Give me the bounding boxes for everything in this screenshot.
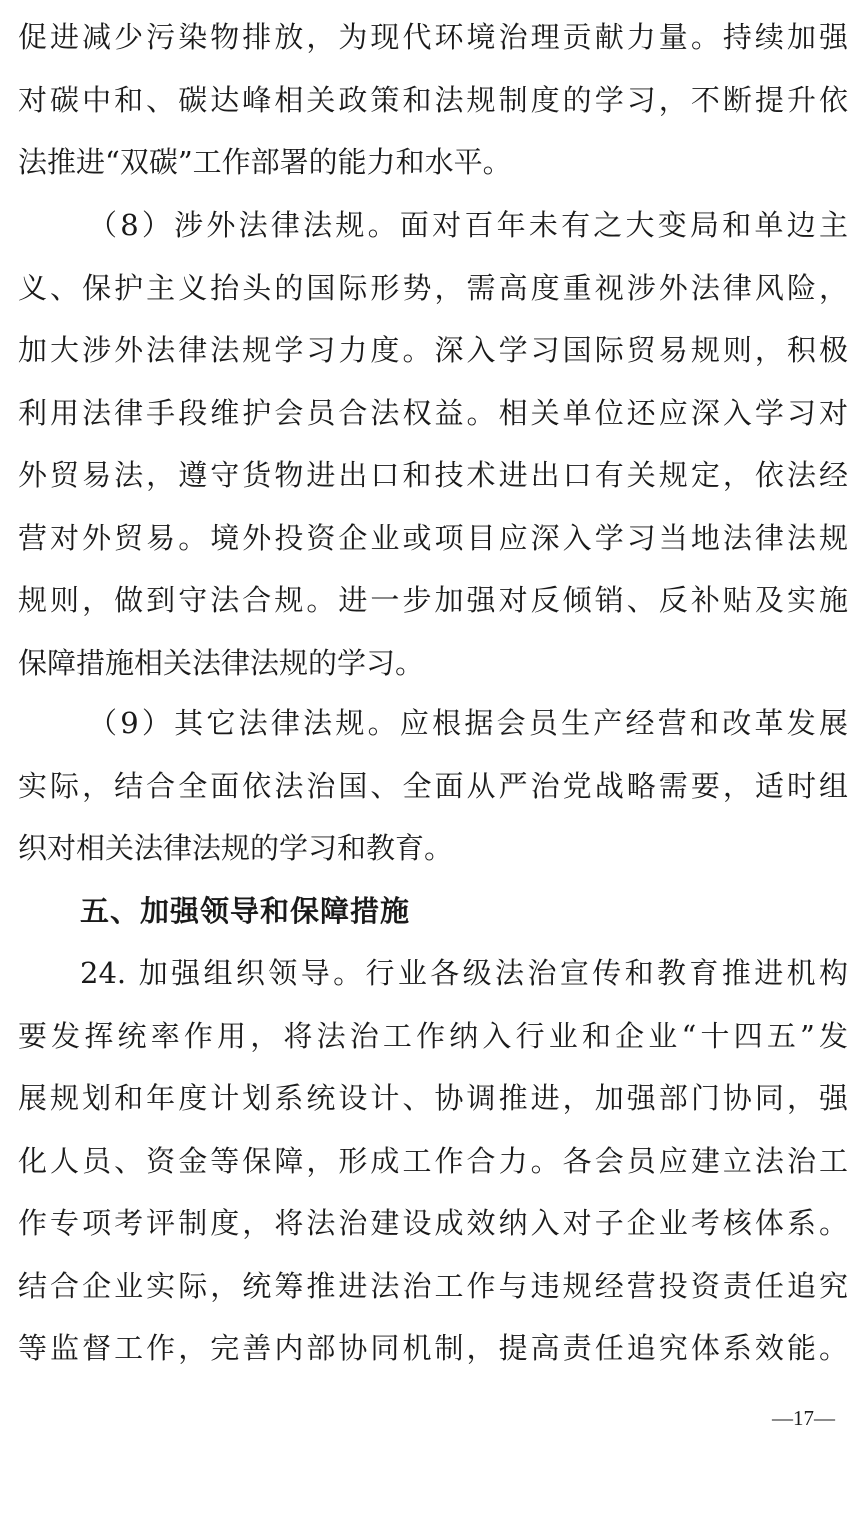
text-line: 外贸易法，遵守货物进出口和技术进出口有关规定，依法经: [18, 458, 848, 492]
text-line: 加大涉外法律法规学习力度。深入学习国际贸易规则，积极: [18, 333, 848, 367]
text-line: 营对外贸易。境外投资企业或项目应深入学习当地法律法规: [18, 520, 848, 555]
section-heading: 五、加强领导和保障措施: [80, 894, 411, 928]
paragraph-9: [18, 692, 848, 880]
text-line: （9）其它法律法规。应根据会员生产经营和改革发展: [88, 706, 848, 740]
text-line: 规则，做到守法合规。进一步加强对反倾销、反补贴及实施: [18, 583, 848, 617]
text-line: 结合企业实际，统筹推进法治工作与违规经营投资责任追究: [18, 1268, 848, 1303]
text-line: 利用法律手段维护会员合法权益。相关单位还应深入学习对: [18, 395, 848, 430]
text-line: 等监督工作，完善内部协同机制，提高责任追究体系效能。: [18, 1331, 848, 1365]
text-line: 促进减少污染物排放，为现代环境治理贡献力量。持续加强: [18, 20, 848, 54]
text-line: （8）涉外法律法规。面对百年未有之大变局和单边主: [88, 208, 848, 242]
paragraph-8: [18, 194, 848, 694]
text-line: 义、保护主义抬头的国际形势，需高度重视涉外法律风险，: [18, 270, 848, 305]
text-line: 24. 加强组织领导。行业各级法治宣传和教育推进机构: [80, 956, 848, 990]
text-line: 展规划和年度计划系统设计、协调推进，加强部门协同，强: [18, 1081, 848, 1115]
text-line: 法推进“双碳”工作部署的能力和水平。: [18, 145, 512, 179]
text-line: 对碳中和、碳达峰相关政策和法规制度的学习，不断提升依: [18, 82, 848, 117]
text-line: 化人员、资金等保障，形成工作合力。各会员应建立法治工: [18, 1143, 848, 1178]
text-line: 保障措施相关法律法规的学习。: [18, 645, 425, 680]
paragraph-intro: [18, 6, 848, 194]
page-number: —17—: [772, 1406, 835, 1430]
text-line: 织对相关法律法规的学习和教育。: [18, 831, 454, 865]
text-line: 要发挥统率作用，将法治工作纳入行业和企业“十四五”发: [18, 1018, 848, 1053]
text-line: 实际，结合全面依法治国、全面从严治党战略需要，适时组: [18, 768, 848, 803]
paragraph-24: [18, 942, 848, 1380]
text-line: 作专项考评制度，将法治建设成效纳入对子企业考核体系。: [18, 1206, 848, 1240]
